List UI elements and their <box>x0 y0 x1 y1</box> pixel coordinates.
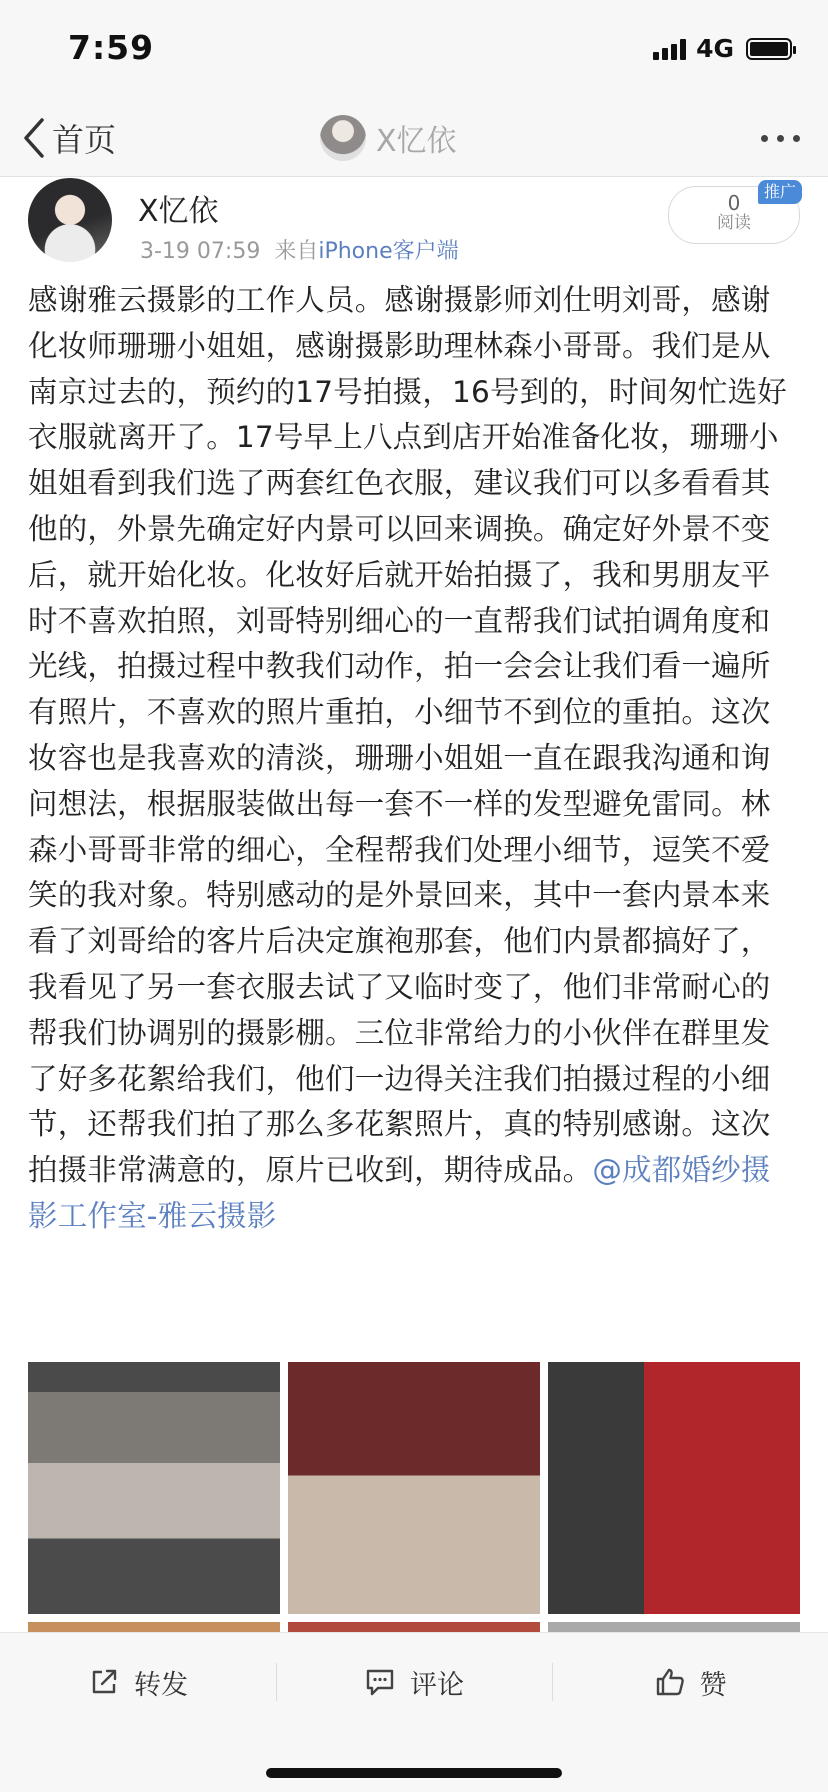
thumbs-up-icon <box>654 1666 686 1698</box>
repost-label: 转发 <box>134 1669 188 1701</box>
post-body <box>28 278 796 1240</box>
status-indicators <box>653 34 792 63</box>
source-prefix: 来自 <box>274 239 319 264</box>
post-date: 3-19 07:59 <box>140 239 261 264</box>
action-bar <box>0 1632 828 1731</box>
photo-thumbnail[interactable] <box>288 1362 540 1614</box>
mention-link[interactable]: @成都婚纱摄影工作室-雅云摄影 <box>28 1153 771 1233</box>
status-time: 7:59 <box>68 28 155 67</box>
author-name[interactable]: X忆依 <box>138 194 219 229</box>
read-label: 阅读 <box>717 213 751 233</box>
network-type: 4G <box>696 34 734 63</box>
like-label: 赞 <box>699 1669 727 1701</box>
nav-title-group <box>320 110 457 166</box>
back-label: 首页 <box>52 121 117 159</box>
nav-avatar <box>320 115 366 161</box>
back-button[interactable] <box>22 110 116 166</box>
chevron-left-icon <box>22 117 46 159</box>
nav-bar <box>0 100 828 177</box>
comment-label: 评论 <box>410 1669 464 1701</box>
nav-title: X忆依 <box>376 124 457 159</box>
battery-icon <box>746 38 792 60</box>
like-button[interactable] <box>552 1633 828 1731</box>
more-icon[interactable] <box>761 120 800 156</box>
post-text: 感谢雅云摄影的工作人员。感谢摄影师刘仕明刘哥，感谢化妆师珊珊小姐姐，感谢摄影助理林森小哥哥。我们是从南京过去的，预约的17号拍摄，16号到的，时间匆忙选好衣服就离开了。17号早上八点到店开始准备化妆，珊珊小姐姐看到我们选了两套红色衣服，建议我们可以多看看其他的，外景先确定好内景可以回来调换。确定好外景不变后，就开始化妆。化妆好后就开始拍摄了，我和男朋友平时不喜欢拍照，刘哥特别细心的一直帮我们试拍调角度和光线，拍摄过程中教我们动作，拍一会会让我们看一遍所有照片，不喜欢的照片重拍，小细节不到位的重拍。这次妆容也是我喜欢的清淡，珊珊小姐姐一直在跟我沟通和询问想法，根据服装做出每一套不一样的发型避免雷同。林森小哥哥非常的细心，全程帮我们处理小细节，逗笑不爱笑的我对象。特别感动的是外景回来，其中一套内景本来看了刘哥给的客片后决定旗袍那套，他们内景都搞好了，我看见了另一套衣服去试了又临时变了，他们非常耐心的帮我们协调别的摄影棚。三位非常给力的小伙伴在群里发了好多花絮给我们，他们一边得关注我们拍摄过程的小细节，还帮我们拍了那么多花絮照片，真的特别感谢。这次拍摄非常满意的，原片已收到，期待成品。 <box>28 283 787 1188</box>
comment-button[interactable] <box>276 1633 552 1731</box>
comment-icon <box>364 1666 396 1698</box>
repost-icon <box>88 1666 120 1698</box>
bottom-safe-area <box>0 1730 828 1792</box>
post-meta <box>140 234 459 265</box>
status-bar <box>0 0 828 100</box>
repost-button[interactable] <box>0 1633 276 1731</box>
promo-badge: 推广 <box>758 180 802 204</box>
photo-thumbnail[interactable] <box>28 1362 280 1614</box>
post-source[interactable]: iPhone客户端 <box>318 239 459 264</box>
read-count: 0 <box>727 191 741 215</box>
photo-thumbnail[interactable] <box>548 1362 800 1614</box>
home-indicator[interactable] <box>266 1768 562 1778</box>
avatar[interactable] <box>28 178 112 262</box>
signal-icon <box>653 38 686 60</box>
author-header <box>0 176 828 268</box>
